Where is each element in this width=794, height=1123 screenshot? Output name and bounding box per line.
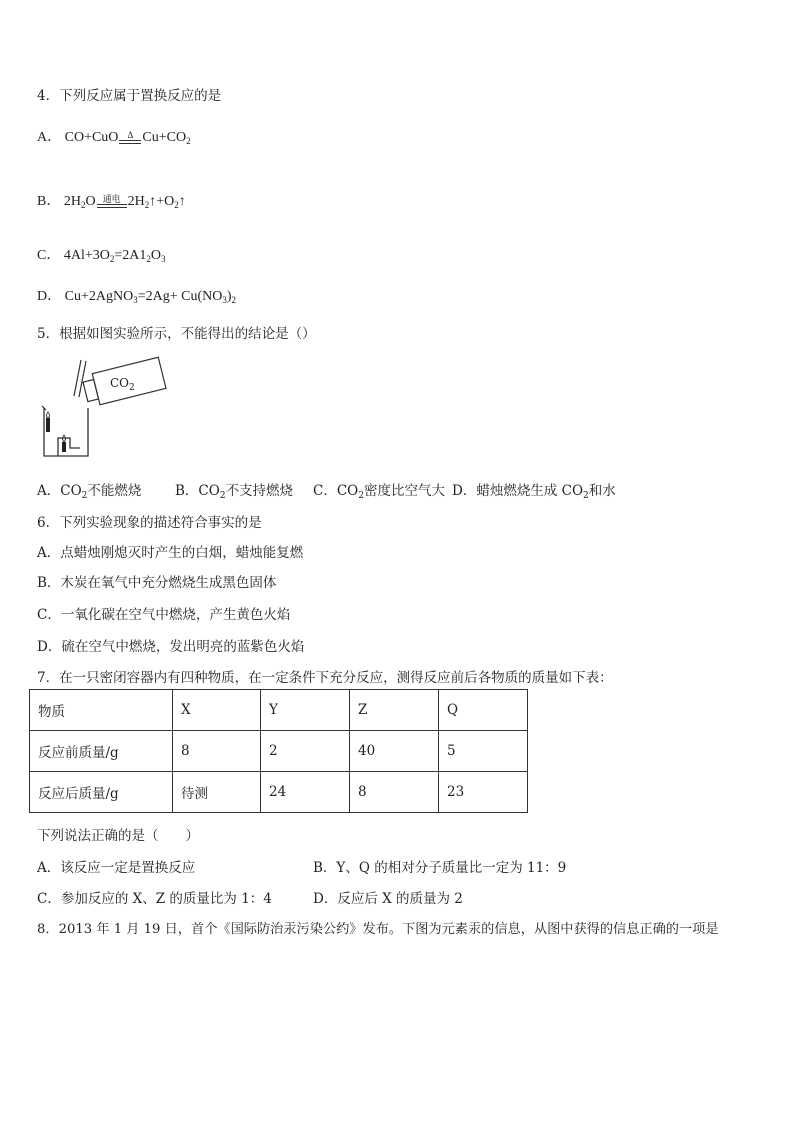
subscript: 2 — [146, 254, 151, 264]
equals-sign — [97, 204, 127, 208]
option-text: D．蜡烛燃烧生成 CO — [452, 483, 584, 499]
option-label: D． — [37, 289, 62, 304]
eq-part: =2Ag+ Cu(NO — [137, 289, 223, 304]
electrolysis-condition — [97, 195, 127, 208]
q4-option-b[interactable] — [37, 190, 186, 210]
q5-option-c[interactable] — [313, 479, 445, 501]
option-text: A．CO — [37, 483, 82, 499]
eq-part: O — [150, 248, 161, 263]
table-header-cell: Y — [261, 690, 350, 731]
option-text: 不能燃烧 — [87, 483, 142, 499]
subscript: 2 — [81, 491, 88, 501]
heat-condition — [119, 131, 141, 144]
q7-option-b[interactable]: B．Y、Q 的相对分子质量比一定为 11：9 — [313, 860, 567, 876]
table-row — [30, 731, 528, 772]
tall-candle — [46, 418, 50, 432]
q7-stem: 7．在一只密闭容器内有四种物质，在一定条件下充分反应，测得反应前后各物质的质量如下表： — [37, 670, 613, 686]
table-cell: 5 — [439, 731, 528, 772]
table-cell: 待测 — [173, 772, 261, 813]
table-header-row — [30, 690, 528, 731]
eq-part: ) — [226, 289, 232, 304]
option-text: 不支持燃烧 — [225, 483, 294, 499]
option-text: C．CO — [313, 483, 359, 499]
table-cell: 23 — [439, 772, 528, 813]
co2-experiment-figure — [40, 356, 170, 460]
subscript: 2 — [583, 491, 589, 501]
table-cell: 8 — [350, 772, 439, 813]
table-cell: 反应前质量/g — [30, 731, 173, 772]
table-cell: 2 — [261, 731, 350, 772]
q7-option-d[interactable]: D．反应后 X 的质量为 2 — [313, 891, 463, 907]
gas-label — [110, 376, 135, 393]
subscript: 2 — [186, 136, 191, 146]
q6-option-d[interactable]: D．硫在空气中燃烧，发出明亮的蓝紫色火焰 — [37, 639, 305, 655]
equals-sign — [119, 140, 141, 144]
table-cell: 40 — [350, 731, 439, 772]
table-cell: 24 — [261, 772, 350, 813]
q7-option-c[interactable]: C．参加反应的 X、Z 的质量比为 1：4 — [37, 891, 272, 907]
option-text: B．CO — [175, 483, 220, 499]
subscript: 3 — [161, 254, 166, 264]
beaker-candles-diagram — [40, 356, 170, 460]
equation-rhs: Cu+CO — [142, 130, 187, 145]
heat-symbol: Δ — [127, 130, 134, 141]
subscript: 2 — [109, 254, 115, 264]
gas-formula: CO — [110, 376, 130, 390]
table-header-cell: Q — [439, 690, 528, 731]
table-header-cell: X — [173, 690, 261, 731]
eq-part: Cu+2AgNO — [64, 289, 134, 304]
subscript: 2 — [80, 200, 86, 210]
q4-option-c[interactable] — [37, 244, 166, 264]
subscript: 3 — [133, 295, 138, 305]
eq-part: 2H — [127, 194, 145, 209]
q7-prompt: 下列说法正确的是（ ） — [37, 828, 199, 844]
eq-part: =2A1 — [114, 248, 147, 263]
electrolysis-label: 通电 — [102, 194, 121, 205]
subscript: 2 — [358, 491, 364, 501]
q5-option-d[interactable] — [452, 479, 616, 501]
option-text: 和水 — [588, 483, 616, 499]
table-row — [30, 772, 528, 813]
step-platform — [58, 438, 80, 456]
subscript: 2 — [174, 200, 179, 210]
equation-lhs: CO+CuO — [64, 130, 119, 145]
q6-stem: 6．下列实验现象的描述符合事实的是 — [37, 515, 262, 531]
subscript: 2 — [219, 491, 226, 501]
q7-option-a[interactable]: A．该反应一定是置换反应 — [37, 860, 196, 876]
table-cell: 8 — [173, 731, 261, 772]
eq-part: 4Al+3O — [63, 248, 110, 263]
option-label: B． — [37, 194, 61, 209]
option-label: C． — [37, 248, 61, 263]
subscript: 2 — [129, 383, 135, 393]
eq-part: O — [85, 194, 96, 209]
glass-plate — [74, 360, 86, 397]
subscript: 2 — [144, 200, 150, 210]
eq-part: 2H — [63, 194, 81, 209]
eq-part: ↑+O — [149, 194, 175, 209]
eq-part: ↑ — [178, 194, 186, 209]
flame-icon — [47, 412, 50, 418]
q5-stem: 5．根据如图实验所示，不能得出的结论是（） — [37, 326, 316, 342]
option-label: A． — [37, 130, 62, 145]
q4-option-a[interactable] — [37, 126, 191, 146]
q6-option-a[interactable]: A．点蜡烛刚熄灭时产生的白烟，蜡烛能复燃 — [37, 545, 304, 561]
q8-stem: 8．2013 年 1 月 19 日，首个《国际防治汞污染公约》发布。下图为元素汞的信息，从图中获得的信息正确的一项是 — [37, 922, 719, 937]
q6-option-c[interactable]: C．一氧化碳在空气中燃烧，产生黄色火焰 — [37, 607, 291, 623]
subscript: 3 — [222, 295, 227, 305]
short-candle — [62, 442, 66, 452]
subscript: 2 — [231, 295, 236, 305]
q4-stem: 4．下列反应属于置换反应的是 — [37, 88, 222, 104]
q5-option-b[interactable] — [175, 479, 293, 501]
option-text: 密度比空气大 — [363, 483, 445, 499]
table-cell: 反应后质量/g — [30, 772, 173, 813]
q6-option-b[interactable]: B．木炭在氧气中充分燃烧生成黑色固体 — [37, 575, 277, 591]
q5-option-a[interactable] — [37, 479, 141, 501]
q4-option-d[interactable] — [37, 285, 236, 305]
table-header-cell: Z — [350, 690, 439, 731]
mass-table — [29, 689, 528, 813]
table-header-cell: 物质 — [30, 690, 173, 731]
